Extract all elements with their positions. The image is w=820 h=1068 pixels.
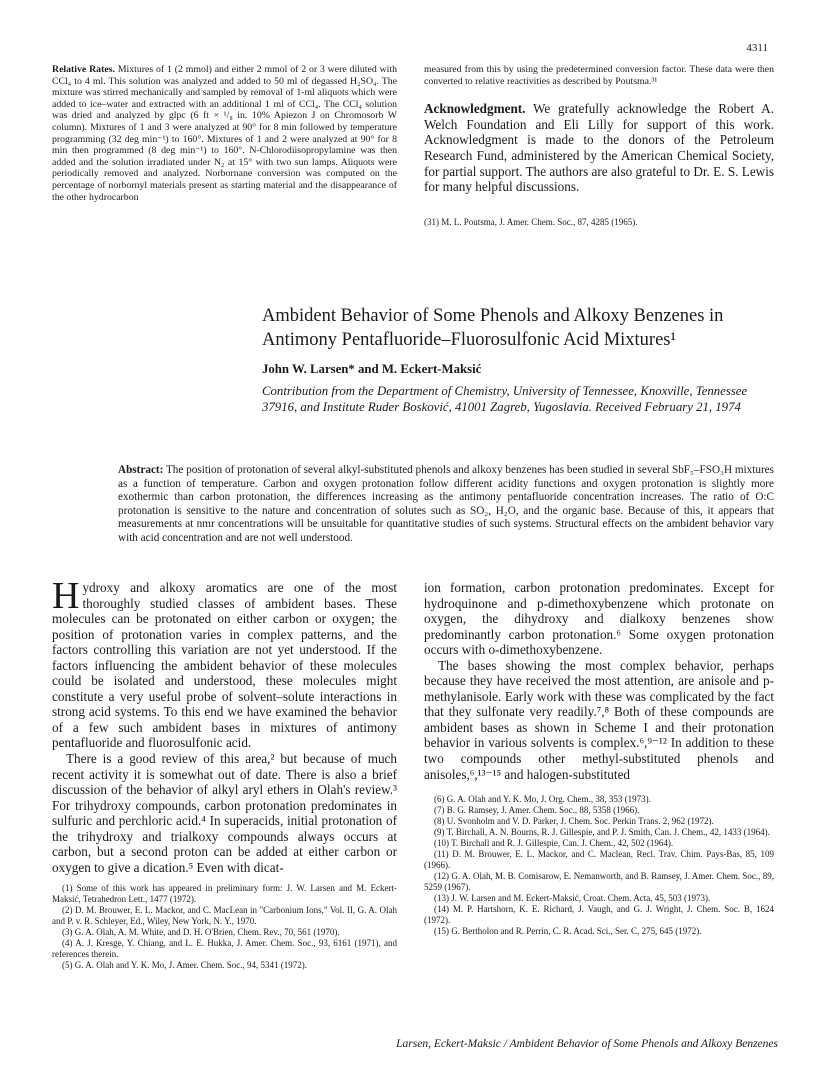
acknowledgment bbox=[424, 101, 774, 195]
acknowledgment-heading: Acknowledgment. bbox=[424, 101, 526, 117]
page-number: 4311 bbox=[746, 42, 768, 54]
article-affiliation: Contribution from the Department of Chemistry, University of Tennessee, Knoxville, Tennessee 37916, and Institute Ruder Bosković, 41001 Zagreb, Yugoslavia. Received February 21, 1974 bbox=[262, 384, 748, 414]
footnote: (12) G. A. Olah, M. B. Comisarow, E. Nemanworth, and B. Ramsey, J. Amer. Chem. Soc., 89, 5259 (1967). bbox=[424, 871, 774, 893]
intro-paragraph-1-text: ydroxy and alkoxy aromatics are one of the most thoroughly studied classes of ambident bases. These molecules can be protonated on either carbon or oxygen; the position of protonation varies in complex patterns, and the factors controlling this variation are not yet understood. If the factors influencing the ambident behavior of these molecules could be isolated and understood, these molecules might constitute a very useful probe of solvent–solute interactions in strong acid systems. To this end we have examined the behavior of a few such ambident bases in mixtures of antimony pentafluoride and fluorosulfonic acid. bbox=[52, 580, 397, 751]
footnote: (9) T. Birchall, A. N. Bourns, R. J. Gillespie, and P. J. Smith, Can. J. Chem., 42, 1433 (1964). bbox=[434, 827, 770, 838]
footnote: (15) G. Bertholon and R. Perrin, C. R. Acad. Sci., Ser. C, 275, 645 (1972). bbox=[434, 926, 702, 937]
intro-paragraph-2: There is a good review of this area,² but because of much recent activity it is somewhat out of date. There is also a brief discussion of the behavior of alkyl aryl ethers in Olah's review.³ For trihydroxy compounds, carbon protonation predominates in sulfuric and perchloric acid.⁴ In superacids, initial protonation of the trihydroxy and trialkoxy compounds always occurs at carbon, but a second proton can be added at either carbon or oxygen to give a dication.⁵ Even with dicat- bbox=[52, 751, 397, 875]
footnote: (5) G. A. Olah and Y. K. Mo, J. Amer. Chem. Soc., 94, 5341 (1972). bbox=[62, 960, 307, 971]
footnotes-right bbox=[424, 794, 774, 937]
top-right-column bbox=[424, 64, 774, 228]
footnote: (14) M. P. Hartshorn, K. E. Richard, J. Vaugh, and G. J. Wright, J. Chem. Soc. B, 1624 (1972). bbox=[424, 904, 774, 926]
footnote: (6) G. A. Olah and Y. K. Mo, J. Org. Chem., 38, 353 (1973). bbox=[434, 794, 651, 805]
footnote: (3) G. A. Olah, A. M. White, and D. H. O'Brien, Chem. Rev., 70, 561 (1970). bbox=[62, 927, 340, 938]
body-left-column bbox=[52, 575, 397, 971]
footnote: (13) J. W. Larsen and M. Eckert-Maksić, Croat. Chem. Acta, 45, 503 (1973). bbox=[434, 893, 711, 904]
footnote: (11) D. M. Brouwer, E. L. Mackor, and C. Maclean, Recl. Trav. Chim. Pays-Bas, 85, 109 (1966). bbox=[424, 849, 774, 871]
footnote: (10) T. Birchall and R. J. Gillespie, Can. J. Chem., 42, 502 (1964). bbox=[434, 838, 674, 849]
abstract bbox=[118, 464, 774, 546]
drop-cap: H bbox=[52, 575, 80, 617]
article-header bbox=[262, 304, 782, 415]
running-footer: Larsen, Eckert-Maksic / Ambident Behavior of Some Phenols and Alkoxy Benzenes bbox=[396, 1038, 778, 1050]
abstract-heading: Abstract: bbox=[118, 464, 164, 476]
footnote: (8) U. Svonholm and V. D. Parker, J. Chem. Soc. Perkin Trans. 2, 962 (1972). bbox=[434, 816, 714, 827]
reference-31: (31) M. L. Poutsma, J. Amer. Chem. Soc., 87, 4285 (1965). bbox=[424, 216, 638, 227]
relative-rates-conclusion: measured from this by using the predetermined conversion factor. These data were then converted to relative reactivities as described by Poutsma.³¹ bbox=[424, 64, 774, 87]
body-paragraph-4: The bases showing the most complex behavior, perhaps because they have received the most attention, are anisole and p-methylanisole. Early work with these was complicated by the fact that they sulfonate very readily.⁷,⁸ Both of these compounds are ambident bases as shown in Scheme I and their protonation behavior in various solvents is complex.⁶,⁹⁻¹² In addition to these two compounds other methyl-substituted phenols and anisoles,⁶,¹³⁻¹⁵ and halogen-substituted bbox=[424, 657, 774, 782]
intro-paragraph-1 bbox=[52, 575, 397, 751]
body-right-column bbox=[424, 580, 774, 937]
acknowledgment-text: We gratefully acknowledge the Robert A. Welch Foundation and Eli Lilly for support of this work. Acknowledgment is made to the donors of the Petroleum Research Fund, administered by the American Chemical Society, for partial support. The authors are also grateful to Dr. E. S. Lewis for many helpful discussions. bbox=[424, 101, 775, 195]
footnote: (2) D. M. Brouwer, E. L. Mackor, and C. MacLean in "Carbonium Ions," Vol. II, G. A. Olah and P. v. R. Schleyer, Ed., Wiley, New York, N. Y., 1970. bbox=[52, 905, 397, 927]
article-authors: John W. Larsen* and M. Eckert-Maksić bbox=[262, 362, 482, 376]
experimental-section-continued bbox=[52, 64, 397, 203]
body-paragraph-3: ion formation, carbon protonation predominates. Except for hydroquinone and p-dimethoxybenzene which protonate on oxygen, the dihydroxy and dialkoxy benzenes show predominantly carbon protonation.⁶ Some oxygen protonation occurs with o-dimethoxybenzene. bbox=[424, 580, 774, 658]
footnotes-left bbox=[52, 883, 397, 971]
footnote: (1) Some of this work has appeared in preliminary form: J. W. Larsen and M. Eckert-Maksić, Tetrahedron Lett., 1477 (1972). bbox=[52, 883, 397, 905]
relative-rates-heading: Relative Rates. bbox=[52, 64, 115, 75]
footnote: (4) A. J. Kresge, Y. Chiang, and L. E. Hukka, J. Amer. Chem. Soc., 93, 6161 (1971), and references therein. bbox=[52, 938, 397, 960]
relative-rates-text: Mixtures of 1 (2 mmol) and either 2 mmol of 2 or 3 were diluted with CCl₄ to 4 ml. This solution was analyzed and added to 50 ml of degassed H₂SO₄. The mixture was stirred mechanically and sampled by removal of 1-ml aliquots which were added to ice–water and extracted with an additional 1 ml of CCl₄. The CCl₄ solution was dried and analyzed by glpc (6 ft × ¹/₈ in. 10% Apiezon J on Chromosorb W column). Mixtures of 1 and 3 were analyzed at 90° for 8 min followed by temperature programming (32 deg min⁻¹) to 160°. Mixtures of 1 and 2 were analyzed at 90° for 8 min then programmed (8 deg min⁻¹) to 160°. N-Chlorodiisopropylamine was then added and the solution irradiated under N₂ at 15° with two sun lamps. Aliquots were periodically removed and analyzed. Norbornane conversion was computed on the percentage of norbornyl materials present as starting material and the disappearance of the other hydrocarbon bbox=[52, 64, 398, 203]
abstract-text: The position of protonation of several alkyl-substituted phenols and alkoxy benzenes has been studied in several SbF₅–FSO₃H mixtures as a function of temperature. Carbon and oxygen protonation follow different acidity functions and oxygen protonation is slightly more exothermic than carbon protonation, the differences increasing as the antimony pentafluoride concentration increases. The ratio of O:C protonation is sensitive to the nature and concentration of solutes such as SO₂, H₂O, and the organic base. Because of this, it appears that measurements at nmr concentrations will be unsuitable for quantitative studies of such systems. Structural effects on the ambident behavior vary with acid concentration and are not well understood. bbox=[118, 464, 774, 544]
article-title: Ambident Behavior of Some Phenols and Alkoxy Benzenes in Antimony Pentafluoride–Fluorosulfonic Acid Mixtures¹ bbox=[262, 306, 724, 350]
footnote: (7) B. G. Ramsey, J. Amer. Chem. Soc., 88, 5358 (1966). bbox=[434, 805, 640, 816]
